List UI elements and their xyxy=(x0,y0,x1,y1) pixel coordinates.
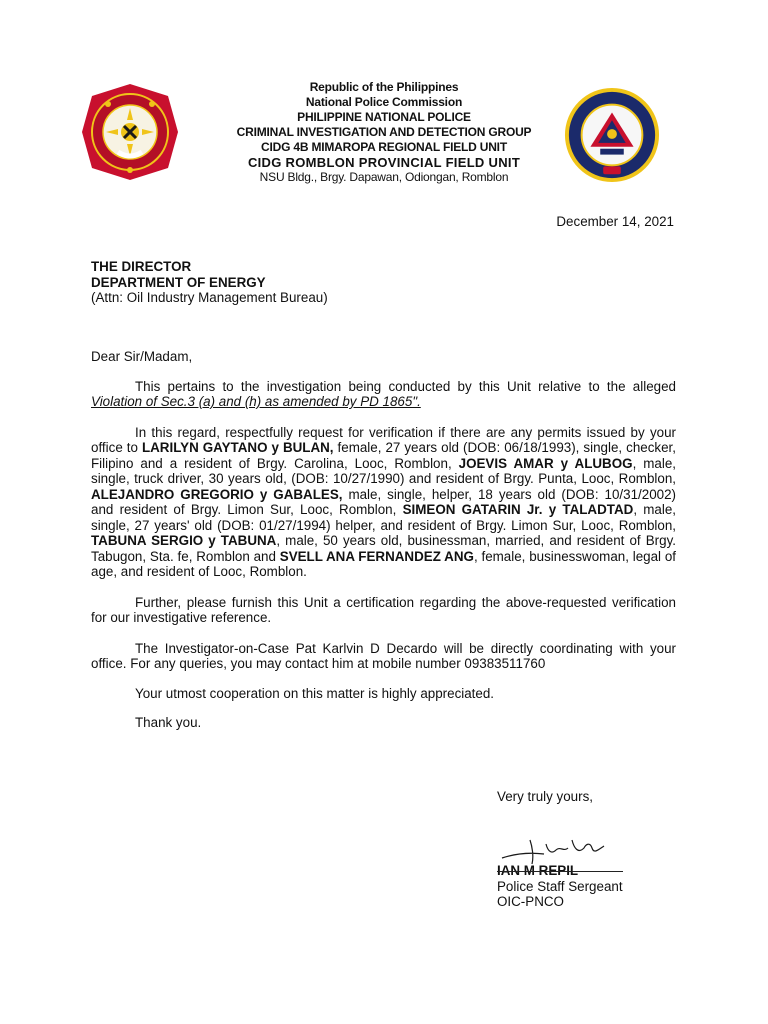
p2-text: , male, single, truck driver, 30 years old, (DOB: 10/27/1990) and resident of Brgy. Punta, Looc, Romblon, xyxy=(91,455,676,486)
complimentary-close: Very truly yours, xyxy=(497,789,593,804)
cidg-seal-icon xyxy=(563,86,661,184)
addressee xyxy=(91,259,328,306)
addressee-department: DEPARTMENT OF ENERGY xyxy=(91,274,266,290)
paragraph-6: Thank you. xyxy=(135,715,202,730)
header-address: NSU Bldg., Brgy. Dapawan, Odiongan, Romblon xyxy=(259,170,509,184)
header-country: Republic of the Philippines xyxy=(309,80,459,94)
paragraph-2 xyxy=(91,425,676,580)
addressee-title: THE DIRECTOR xyxy=(91,259,192,274)
signatory-name: IAN M REPIL xyxy=(497,863,623,879)
p2-text: male, single, helper, 18 years old (DOB: 10/31/2002) and resident of Brgy. Limon Sur, Looc, Romblon, xyxy=(91,486,676,517)
violation-reference: Violation of Sec.3 (a) and (h) as amended by PD 1865". xyxy=(91,394,421,409)
p2-text: , male, 50 years old, businessman, married, and resident of Brgy. Tabugon, Sta. fe, Romblon and xyxy=(91,533,676,564)
paragraph-5: Your utmost cooperation on this matter is highly appreciated. xyxy=(135,685,495,701)
pnp-seal-icon xyxy=(80,82,180,182)
subject-name: ALEJANDRO GREGORIO y GABALES, xyxy=(91,486,343,502)
header-commission: National Police Commission xyxy=(305,95,463,109)
paragraph-1 xyxy=(91,379,676,410)
signatory-rank: Police Staff Sergeant xyxy=(497,878,623,894)
letter-body xyxy=(91,349,676,731)
header-group: CRIMINAL INVESTIGATION AND DETECTION GROUP xyxy=(236,125,532,139)
header-agency: PHILIPPINE NATIONAL POLICE xyxy=(297,110,471,124)
paragraph-4: The Investigator-on-Case Pat Karlvin D Decardo will be directly coordinating with your office. For any queries, you may contact him at mobile number 09383511760 xyxy=(91,640,676,671)
subject-name: TABUNA SERGIO y TABUNA xyxy=(91,533,277,548)
p2-text: , female, businesswoman, legal of age, and resident of Looc, Romblon. xyxy=(91,548,677,579)
subject-name: LARILYN GAYTANO y BULAN, xyxy=(141,440,334,455)
subject-name: JOEVIS AMAR y ALUBOG xyxy=(458,455,633,471)
letterhead-text xyxy=(200,80,568,185)
header-provincial-unit: CIDG ROMBLON PROVINCIAL FIELD UNIT xyxy=(247,155,521,170)
letter-date: December 14, 2021 xyxy=(556,214,674,229)
header-regional-unit: CIDG 4B MIMAROPA REGIONAL FIELD UNIT xyxy=(261,140,507,154)
signature-block xyxy=(497,863,623,910)
p2-text: , male, single, 27 years' old (DOB: 01/27/1994) helper, and resident of Brgy. Limon Sur, Looc, Romblon, xyxy=(91,502,677,533)
signatory-position: OIC-PNCO xyxy=(497,894,564,909)
subject-name: SIMEON GATARIN Jr. y TALADTAD xyxy=(402,502,634,517)
subject-name: SVELL ANA FERNANDEZ ANG xyxy=(279,548,474,564)
p2-text: In this regard, respectfully request for verification if there are any permits issued by your office to xyxy=(91,424,676,455)
paragraph-3: Further, please furnish this Unit a certification regarding the above-requested verification for our investigative reference. xyxy=(91,594,676,625)
salutation: Dear Sir/Madam, xyxy=(91,349,193,364)
p2-text: female, 27 years old (DOB: 06/18/1993), single, checker, Filipino and a resident of Brgy. Carolina, Looc, Romblon, xyxy=(91,440,676,471)
p1-text: This pertains to the investigation being conducted by this Unit relative to the alleged xyxy=(135,378,676,394)
addressee-attention: (Attn: Oil Industry Management Bureau) xyxy=(91,290,328,305)
